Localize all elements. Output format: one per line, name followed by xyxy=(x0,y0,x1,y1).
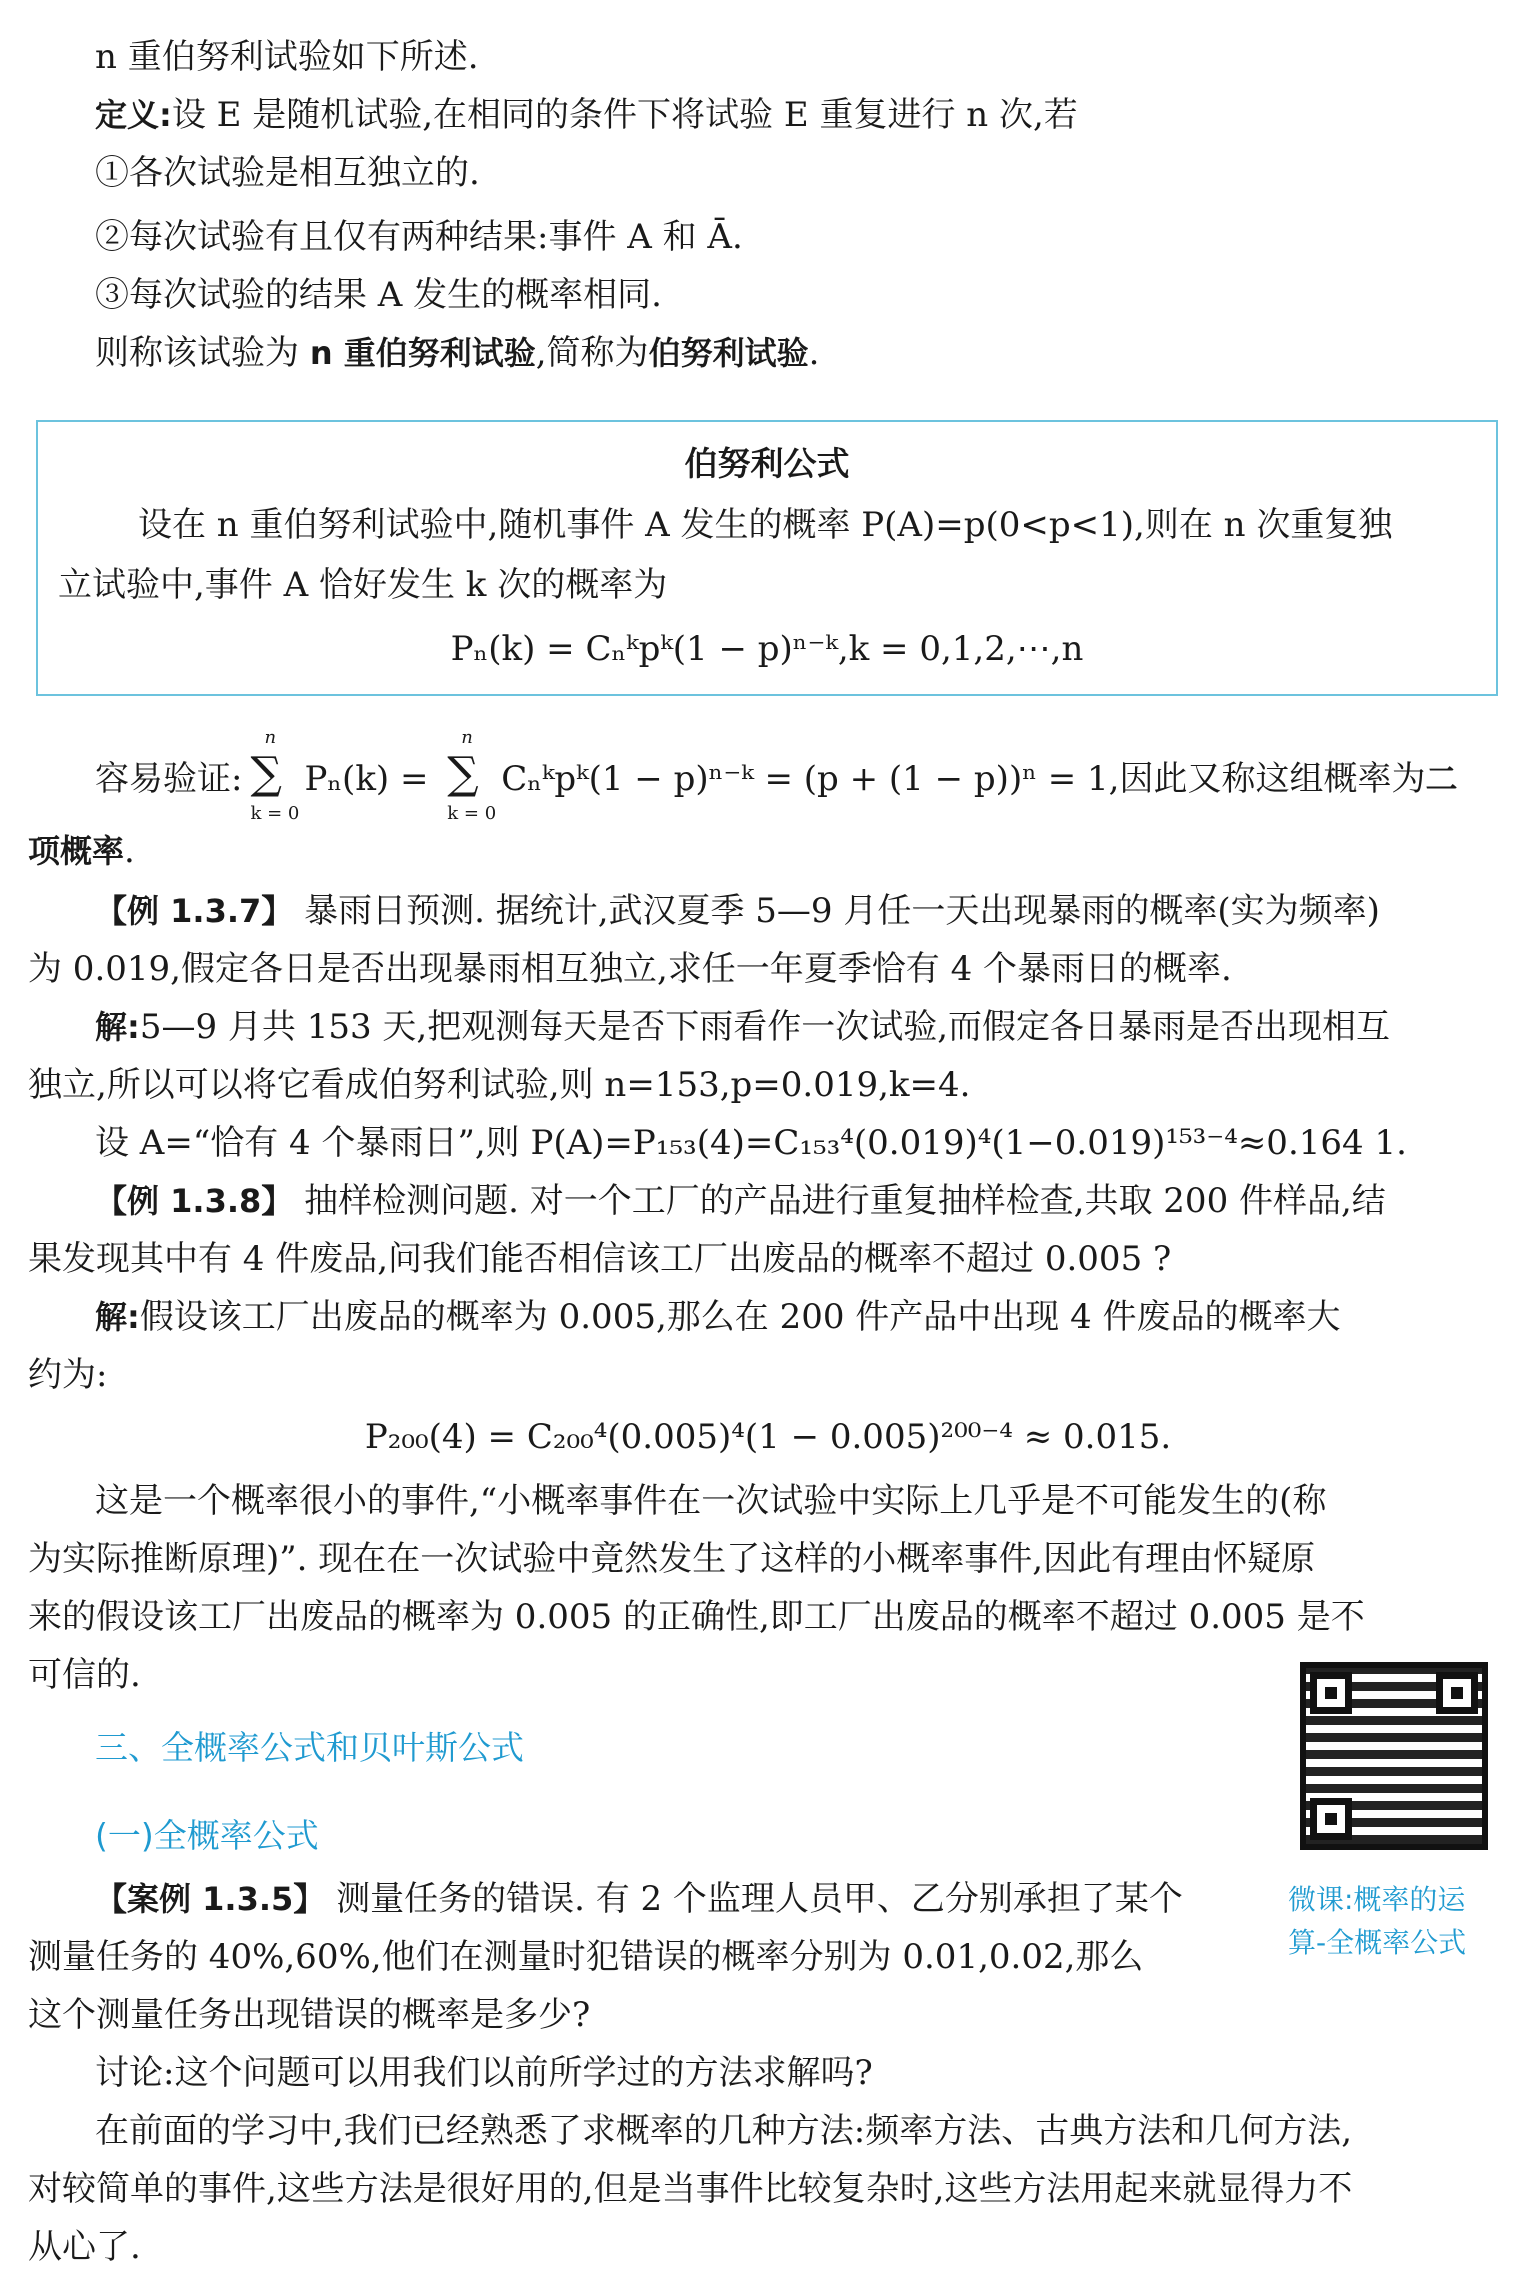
intro-line: n 重伯努利试验如下所述. xyxy=(95,37,479,77)
example-8-line-1 xyxy=(95,1174,1508,1228)
sum-symbol-1: ∑ n k = 0 xyxy=(242,754,304,802)
qr-finder-top-right xyxy=(1436,1672,1478,1714)
example-8-label: 【例 1.3.8】 xyxy=(95,1182,294,1220)
caption-line-1: 微课:概率的运 xyxy=(1288,1883,1466,1916)
example-7-line-1 xyxy=(95,884,1508,938)
term-n-bernoulli: n 重伯努利试验 xyxy=(309,334,536,372)
verify-middle-2: Cₙᵏpᵏ(1 − p)ⁿ⁻ᵏ = (p + (1 − p))ⁿ = 1,因此又称这组概率为 xyxy=(501,759,1426,799)
example-7-solution-label: 解: xyxy=(95,1008,140,1046)
bernoulli-formula: Pₙ(k) = Cₙᵏpᵏ(1 − p)ⁿ⁻ᵏ,k = 0,1,2,⋯,n xyxy=(450,629,1084,669)
term-binomial-b: 项概率 xyxy=(28,832,125,870)
verify-middle-1: Pₙ(k) = xyxy=(304,759,440,799)
verify-prefix: 容易验证: xyxy=(95,759,243,799)
condition-3: ③每次试验的结果 A 发生的概率相同. xyxy=(95,275,662,315)
definition-line xyxy=(95,88,1508,142)
box-line-1: 设在 n 重伯努利试验中,随机事件 A 发生的概率 P(A)=p(0<p<1),则在 n 次重复独 xyxy=(138,505,1393,545)
discussion-line-3: 对较简单的事件,这些方法是很好用的,但是当事件比较复杂时,这些方法用起来就显得力不 xyxy=(28,2169,1353,2209)
conclusion-text-a: 则称该试验为 xyxy=(95,333,310,373)
example-8-formula: P₂₀₀(4) = C₂₀₀⁴(0.005)⁴(1 − 0.005)²⁰⁰⁻⁴ ≈ 0.015. xyxy=(364,1417,1172,1457)
definition-text: 设 E 是随机试验,在相同的条件下将试验 E 重复进行 n 次,若 xyxy=(171,95,1078,135)
sum-upper-2: n xyxy=(461,727,473,748)
example-7-solution-1 xyxy=(95,1000,1508,1054)
condition-1: ①各次试验是相互独立的. xyxy=(95,153,480,193)
term-binomial-a: 二 xyxy=(1425,760,1458,798)
example-7-solution-3: 设 A=“恰有 4 个暴雨日”,则 P(A)=P₁₅₃(4)=C₁₅₃⁴(0.019)⁴(1−0.019)¹⁵³⁻⁴≈0.164 1. xyxy=(95,1123,1407,1163)
definition-label: 定义: xyxy=(95,96,172,134)
example-7-line-2: 为 0.019,假定各日是否出现暴雨相互独立,求任一年夏季恰有 4 个暴雨日的概率. xyxy=(28,949,1232,989)
example-8-solution-1 xyxy=(95,1290,1508,1344)
discussion-line-4: 从心了. xyxy=(28,2227,141,2267)
bernoulli-formula-box xyxy=(36,420,1498,696)
example-8-line-2: 果发现其中有 4 件废品,问我们能否相信该工厂出废品的概率不超过 0.005 ? xyxy=(28,1239,1172,1279)
example-8-comment-4: 可信的. xyxy=(28,1655,141,1695)
sum-lower-2: k = 0 xyxy=(447,803,497,824)
discussion-line-2: 在前面的学习中,我们已经熟悉了求概率的几种方法:频率方法、古典方法和几何方法, xyxy=(95,2111,1353,2151)
example-8-comment-2: 为实际推断原理)”. 现在在一次试验中竟然发生了这样的小概率事件,因此有理由怀疑原 xyxy=(28,1539,1316,1579)
qr-finder-top-left xyxy=(1310,1672,1352,1714)
sum-upper-1: n xyxy=(264,727,277,748)
verify-end: . xyxy=(124,831,135,871)
example-8-solution-label: 解: xyxy=(95,1298,140,1336)
verify-line xyxy=(95,727,1508,824)
term-bernoulli: 伯努利试验 xyxy=(648,334,809,372)
case-line-2: 测量任务的 40%,60%,他们在测量时犯错误的概率分别为 0.01,0.02,那么 xyxy=(28,1937,1144,1977)
example-7-solution-text: 5—9 月共 153 天,把观测每天是否下雨看作一次试验,而假定各日暴雨是否出现相互 xyxy=(139,1007,1391,1047)
case-text-1: 测量任务的错误. 有 2 个监理人员甲、乙分别承担了某个 xyxy=(325,1879,1183,1919)
conclusion-text-c: ,简称为 xyxy=(535,333,649,373)
example-8-comment-1: 这是一个概率很小的事件,“小概率事件在一次试验中实际上几乎是不可能发生的(称 xyxy=(95,1481,1327,1521)
sum-symbol-2: ∑ n k = 0 xyxy=(439,754,501,802)
case-line-3: 这个测量任务出现错误的概率是多少? xyxy=(28,1995,591,2035)
box-line-2: 立试验中,事件 A 恰好发生 k 次的概率为 xyxy=(58,565,668,605)
caption-line-2: 算-全概率公式 xyxy=(1288,1926,1467,1960)
example-8-text-1: 抽样检测问题. 对一个工厂的产品进行重复抽样检查,共取 200 件样品,结 xyxy=(293,1181,1386,1221)
example-7-solution-2: 独立,所以可以将它看成伯努利试验,则 n=153,p=0.019,k=4. xyxy=(28,1065,971,1105)
example-7-label: 【例 1.3.7】 xyxy=(95,892,294,930)
discussion-line: 讨论:这个问题可以用我们以前所学过的方法求解吗? xyxy=(95,2053,873,2093)
example-8-solution-text: 假设该工厂出废品的概率为 0.005,那么在 200 件产品中出现 4 件废品的概率大 xyxy=(139,1297,1341,1337)
example-7-text-1: 暴雨日预测. 据统计,武汉夏季 5—9 月任一天出现暴雨的概率(实为频率) xyxy=(293,891,1380,931)
definition-conclusion xyxy=(95,326,1508,380)
qr-finder-bottom-left xyxy=(1310,1798,1352,1840)
qr-code[interactable] xyxy=(1300,1662,1488,1850)
microlecture-caption[interactable] xyxy=(1288,1878,1518,1965)
section-heading: 三、全概率公式和贝叶斯公式 xyxy=(95,1728,524,1767)
verify-line-2 xyxy=(28,824,1508,878)
example-8-solution-2: 约为: xyxy=(28,1355,108,1395)
example-8-comment-3: 来的假设该工厂出废品的概率为 0.005 的正确性,即工厂出废品的概率不超过 0.005 是不 xyxy=(28,1597,1365,1637)
box-title: 伯努利公式 xyxy=(684,444,850,483)
case-label: 【案例 1.3.5】 xyxy=(95,1880,326,1918)
conclusion-period: . xyxy=(808,333,820,373)
condition-2: ②每次试验有且仅有两种结果:事件 A 和 Ā. xyxy=(95,217,743,257)
sum-lower-1: k = 0 xyxy=(250,803,300,824)
subsection-heading: (一)全概率公式 xyxy=(95,1816,319,1855)
